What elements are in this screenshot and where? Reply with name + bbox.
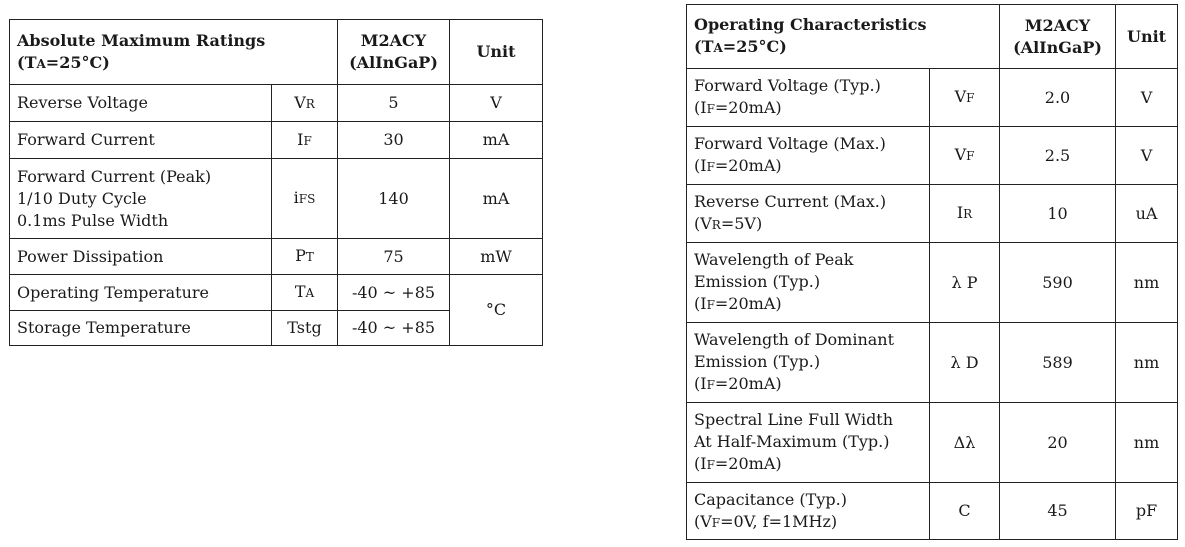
- symbol-cell: VR: [272, 85, 338, 122]
- unit-cell: mA: [450, 122, 543, 159]
- op-model-header: M2ACY (AlInGaP): [1000, 5, 1116, 69]
- symbol-cell: Tstg: [272, 311, 338, 346]
- table-row: [10, 159, 543, 239]
- operating-characteristics-table: [686, 4, 1178, 540]
- symbol-cell: IR: [930, 185, 1000, 243]
- op-title: Operating Characteristics: [694, 15, 927, 34]
- test-condition: (VR=5V): [694, 214, 763, 233]
- table-row: [687, 323, 1178, 403]
- test-condition: (VF=0V, f=1MHz): [694, 511, 838, 531]
- table-row: [10, 122, 543, 159]
- table-row: [687, 127, 1178, 185]
- symbol-cell: PT: [272, 239, 338, 275]
- table-row: [687, 185, 1178, 243]
- symbol-cell: iFS: [272, 159, 338, 239]
- value-cell: 2.5: [1000, 127, 1116, 185]
- symbol-cell: λ D: [930, 323, 1000, 403]
- param-cell: Capacitance (Typ.) (VF=0V, f=1MHz): [687, 483, 930, 540]
- abs-model-header: M2ACY (AlInGaP): [338, 20, 450, 85]
- unit-cell: uA: [1116, 185, 1178, 243]
- value-cell: 5: [338, 85, 450, 122]
- test-condition: (IF=20mA): [694, 294, 782, 313]
- value-cell: 10: [1000, 185, 1116, 243]
- op-title-cell: [687, 5, 1000, 69]
- table-header-row: [10, 20, 543, 85]
- unit-cell: pF: [1116, 483, 1178, 540]
- unit-cell: mW: [450, 239, 543, 275]
- symbol-cell: IF: [272, 122, 338, 159]
- param-cell: Wavelength of Peak Emission (Typ.) (IF=20mA): [687, 243, 930, 323]
- table-row: [687, 483, 1178, 540]
- table-row: [687, 69, 1178, 127]
- unit-cell: nm: [1116, 323, 1178, 403]
- unit-cell: V: [1116, 69, 1178, 127]
- symbol-cell: λ P: [930, 243, 1000, 323]
- test-condition: (IF=20mA): [694, 156, 782, 175]
- test-condition: (IF=20mA): [694, 98, 782, 117]
- abs-title: Absolute Maximum Ratings: [17, 30, 266, 50]
- param-cell: Forward Voltage (Typ.) (IF=20mA): [687, 69, 930, 127]
- value-cell: 140: [338, 159, 450, 239]
- table-row: [10, 275, 543, 311]
- value-cell: 2.0: [1000, 69, 1116, 127]
- param-cell: Power Dissipation: [10, 239, 272, 275]
- table-header-row: [687, 5, 1178, 69]
- value-cell: 45: [1000, 483, 1116, 540]
- table-row: [687, 403, 1178, 483]
- unit-cell: nm: [1116, 403, 1178, 483]
- param-cell: Spectral Line Full Width At Half-Maximum (Typ.) (IF=20mA): [687, 403, 930, 483]
- abs-condition: (TA=25°C): [17, 52, 110, 72]
- abs-title-cell: [10, 20, 338, 85]
- value-cell: 590: [1000, 243, 1116, 323]
- unit-cell: V: [1116, 127, 1178, 185]
- test-condition: (IF=20mA): [694, 454, 782, 473]
- unit-cell: nm: [1116, 243, 1178, 323]
- absolute-max-ratings-table: [9, 19, 543, 346]
- value-cell: 20: [1000, 403, 1116, 483]
- op-unit-header: Unit: [1116, 5, 1178, 69]
- unit-cell: V: [450, 85, 543, 122]
- symbol-cell: TA: [272, 275, 338, 311]
- table-row: [10, 85, 543, 122]
- symbol-cell: C: [930, 483, 1000, 540]
- symbol-cell: VF: [930, 127, 1000, 185]
- param-cell: Forward Current: [10, 122, 272, 159]
- symbol-cell: VF: [930, 69, 1000, 127]
- op-condition: (TA=25°C): [694, 37, 787, 56]
- param-cell: Storage Temperature: [10, 311, 272, 346]
- param-cell: Forward Current (Peak) 1/10 Duty Cycle 0.1ms Pulse Width: [10, 159, 272, 239]
- param-cell: Reverse Voltage: [10, 85, 272, 122]
- param-cell: Forward Voltage (Max.) (IF=20mA): [687, 127, 930, 185]
- unit-cell: mA: [450, 159, 543, 239]
- value-cell: 30: [338, 122, 450, 159]
- value-cell: -40 ~ +85: [338, 311, 450, 346]
- unit-cell: °C: [450, 275, 543, 346]
- table-row: [10, 239, 543, 275]
- table-row: [687, 243, 1178, 323]
- param-cell: Wavelength of Dominant Emission (Typ.) (IF=20mA): [687, 323, 930, 403]
- value-cell: -40 ~ +85: [338, 275, 450, 311]
- symbol-cell: Δλ: [930, 403, 1000, 483]
- param-cell: Reverse Current (Max.) (VR=5V): [687, 185, 930, 243]
- test-condition: (IF=20mA): [694, 374, 782, 393]
- value-cell: 75: [338, 239, 450, 275]
- value-cell: 589: [1000, 323, 1116, 403]
- abs-unit-header: Unit: [450, 20, 543, 85]
- param-cell: Operating Temperature: [10, 275, 272, 311]
